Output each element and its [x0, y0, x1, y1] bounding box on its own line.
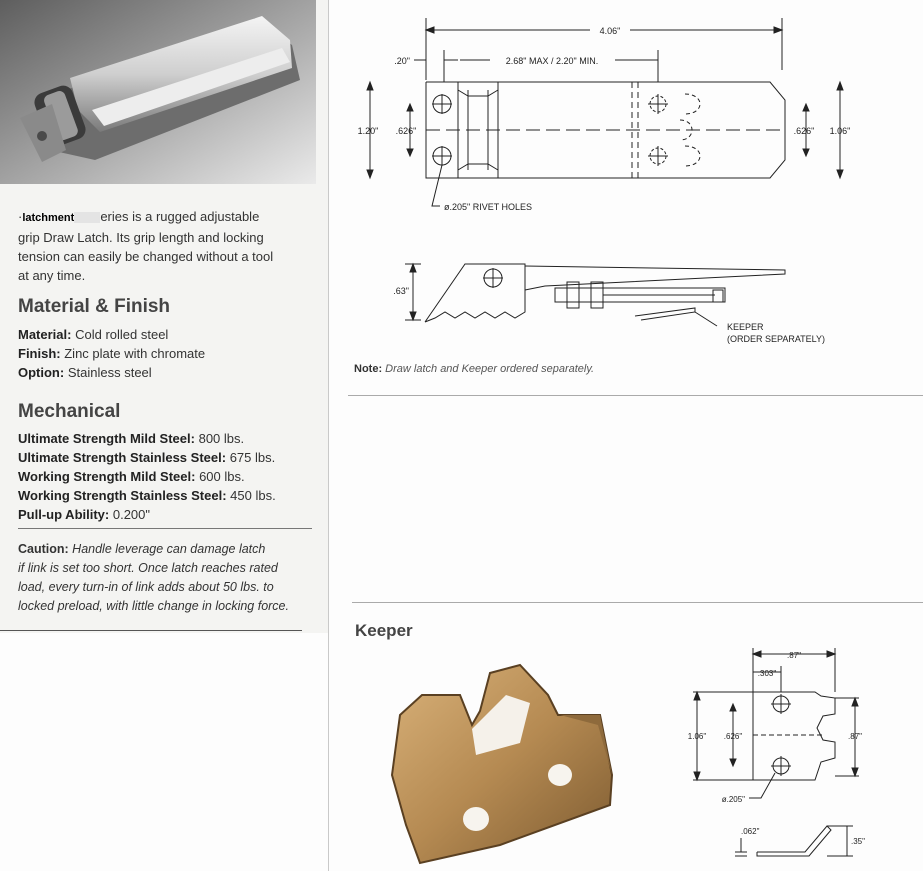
caution-line-1: Handle leverage can damage latch [72, 542, 266, 556]
spec-ultimate-mild: Ultimate Strength Mild Steel: 800 lbs. [18, 431, 245, 446]
keeper-dim-slot: .87" [848, 732, 862, 741]
dim-overall: 4.06" [599, 26, 621, 36]
section-divider-1 [348, 395, 923, 396]
note-text: Draw latch and Keeper ordered separately. [385, 363, 595, 375]
caution-line-3: load, every turn-in of link adds about 50 lbs. to [18, 580, 274, 594]
note-label: Note: [354, 363, 383, 375]
spec-pull-up: Pull-up Ability: 0.200" [18, 507, 151, 522]
dim-height-right: 1.06" [829, 126, 851, 136]
left-column [0, 0, 330, 871]
spec-working-stainless: Working Strength Stainless Steel: 450 lbs. [18, 488, 276, 503]
keeper-dim-thickness: .062" [741, 827, 760, 836]
caution-line-2: if link is set too short. Once latch reaches rated [18, 561, 278, 575]
keeper-dim-hole-dia: ø.205" [721, 795, 745, 804]
dim-height-left: 1.20" [357, 126, 379, 136]
material-heading: Material & Finish [18, 296, 171, 317]
dim-side-height: .63" [393, 286, 409, 296]
caution-label: Caution: [18, 542, 69, 556]
keeper-dim-hole-offset: .303" [757, 669, 777, 678]
intro-line-4: at any time. [18, 268, 86, 283]
caution-line-4: locked preload, with little change in locking force. [18, 599, 289, 613]
spec-working-mild: Working Strength Mild Steel: 600 lbs. [18, 469, 245, 484]
keeper-dim-height: 1.06" [687, 732, 707, 741]
redaction-blot [74, 212, 100, 223]
keeper-label-2: (ORDER SEPARATELY) [727, 334, 826, 344]
material-list [18, 325, 205, 382]
dim-offset: .20" [394, 56, 410, 66]
intro-paragraph: ·latchment eries is a rugged adjustable grip Draw Latch. Its grip length and locking tension can easily be changed without a tool at any time. [18, 209, 274, 283]
spec-finish: Finish: Zinc plate with chromate [18, 346, 206, 361]
spec-ultimate-stainless: Ultimate Strength Stainless Steel: 675 lbs. [18, 450, 276, 465]
intro-line-2: grip Draw Latch. Its grip length and locking [18, 230, 264, 245]
latch-side-view-drawing [395, 250, 855, 360]
column-divider [328, 0, 329, 871]
latch-top-view-drawing [340, 10, 915, 220]
intro-line-1: eries is a rugged adjustable [100, 209, 260, 224]
spec-material: Material: Cold rolled steel [18, 327, 169, 342]
dim-hole-spacing-right: .626" [793, 126, 815, 136]
watermark-text: latchment [22, 212, 75, 224]
section-divider-2 [352, 602, 923, 603]
intro-line-3: tension can easily be changed without a tool [18, 249, 274, 264]
keeper-photo [380, 655, 620, 867]
mechanical-heading: Mechanical [18, 401, 121, 422]
rivet-holes-label: ø.205" RIVET HOLES [444, 202, 533, 212]
keeper-heading: Keeper [355, 621, 413, 640]
left-bottom-rule [0, 630, 302, 631]
spec-option: Option: Stainless steel [18, 365, 152, 380]
order-note [354, 363, 594, 375]
caution-divider [18, 528, 312, 529]
keeper-label-1: KEEPER [727, 322, 764, 332]
draw-latch-photo [0, 0, 316, 184]
dim-hole-spacing-left: .626" [395, 126, 417, 136]
caution-paragraph [18, 540, 318, 616]
keeper-technical-drawing [675, 640, 875, 868]
dim-grip: 2.68" MAX / 2.20" MIN. [505, 56, 599, 66]
keeper-dim-rise: .35" [851, 837, 865, 846]
keeper-dim-width: .87" [787, 651, 801, 660]
keeper-dim-hole-spacing: .626" [723, 732, 743, 741]
mechanical-list [18, 429, 276, 524]
